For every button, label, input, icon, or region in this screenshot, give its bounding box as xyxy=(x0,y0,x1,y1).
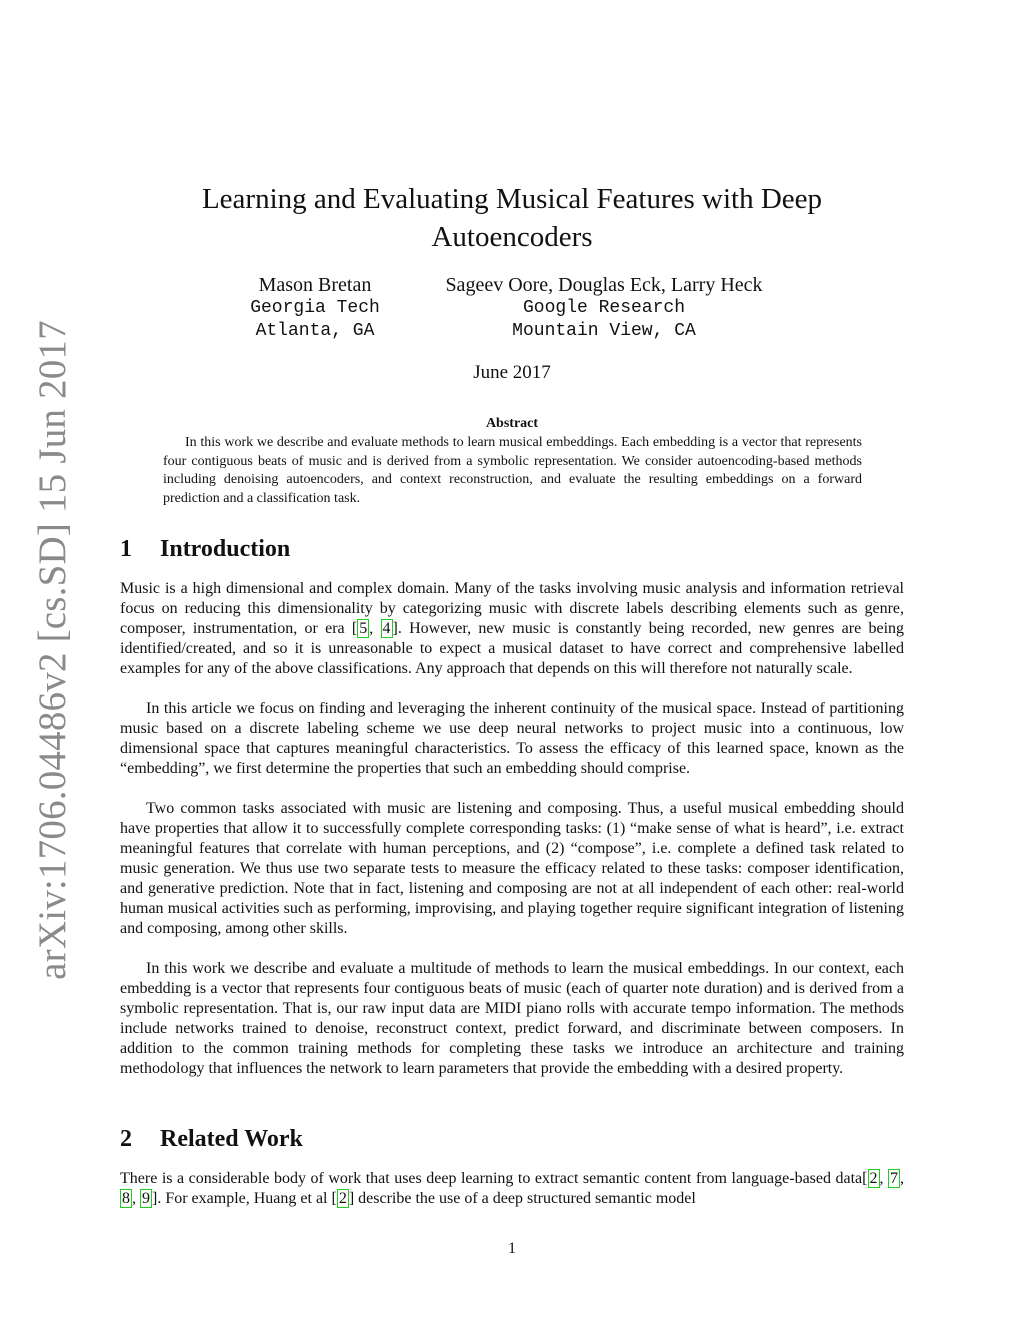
section-title: Related Work xyxy=(160,1126,303,1152)
arxiv-id-text: arXiv:1706.04486v2 [cs.SD] 15 Jun 2017 xyxy=(31,320,74,980)
publication-date: June 2017 xyxy=(473,362,551,383)
related-work-paragraph-1: There is a considerable body of work that uses deep learning to extract semantic content from language-based data[ 2 , 7 , 8 , 9 ]. For example, Huang et al [ 2 ] describe the use of a deep structured semantic model xyxy=(120,1170,905,1207)
author-location: Atlanta, GA xyxy=(255,321,375,341)
author-location: Mountain View, CA xyxy=(512,321,696,341)
citation-link[interactable]: 4 xyxy=(382,620,391,637)
intro-paragraph-4: In this work we describe and evaluate a multitude of methods to learn the musical embeddings. In our context, each embedding is a vector that represents four contiguous beats of music (each of quarter note duration) and is derived from a symbolic representation. That is, our raw input data are MIDI piano rolls with accurate tempo information. The methods include networks trained to denoise, reconstruct context, predict forward, and discriminate between composers. In addition to the common training methods for completing these tasks we introduce an architecture and training methodology that influences the network to learn parameters that provide the embedding with a desired property. xyxy=(120,960,904,1077)
author-affiliation: Google Research xyxy=(522,298,686,318)
citation-link[interactable]: 5 xyxy=(359,620,368,637)
citation-link[interactable]: 8 xyxy=(122,1190,130,1207)
page-number: 1 xyxy=(508,1240,516,1257)
abstract-text: In this work we describe and evaluate methods to learn musical embeddings. Each embedding is a vector that represents four contiguous beats of music and is derived from a symbolic representation. We consider autoencoding-based methods including denoising autoencoders, and context reconstruction, and evaluate the resulting embeddings on a forward prediction and a classification task. xyxy=(163,435,862,506)
abstract-heading: Abstract xyxy=(485,416,539,431)
paper-title: Learning and Evaluating Musical Features with Deep Autoencoders xyxy=(201,183,823,253)
author-name: Mason Bretan xyxy=(258,274,372,296)
intro-paragraph-1: Music is a high dimensional and complex domain. Many of the tasks involving music analysis and information retrieval focus on reducing this dimensionality by categorizing music with discrete labels describing elements such as genre, composer, instrumentation, or era [ 5 , 4 ]. However, new music is constantly being recorded, new genres are being identified/created, and so it is unreasonable to expect a musical dataset to have correct and comprehensive labelled examples for any of the above classifications. Any approach that depends on this will therefore not naturally scale. xyxy=(120,580,905,677)
section-heading-related-work xyxy=(120,1126,303,1153)
intro-paragraph-3: Two common tasks associated with music are listening and composing. Thus, a useful musical embedding should have properties that allow it to successfully complete corresponding tasks: (1) “make sense of what is heard”, i.e. extract meaningful features that correlate with human perceptions, and (2) “compose”, i.e. complete a defined task related to music generation. We thus use two separate tests to measure the efficacy related to these tasks: composer identification, and generative prediction. Note that in fact, listening and composing are not at all independent of each other: real-world human musical activities such as performing, improvising, and playing together require significant integration of listening and composing, among other skills. xyxy=(120,800,904,937)
citation-link[interactable]: 2 xyxy=(338,1190,347,1207)
citation-link[interactable]: 9 xyxy=(142,1190,150,1207)
section-number: 2 xyxy=(120,1126,132,1152)
intro-paragraph-2: In this article we focus on finding and leveraging the inherent continuity of the musical space. Instead of partitioning music based on a discrete labeling scheme we use deep neural networks to project music into a continuous, low dimensional space that captures meaningful characteristics. To assess the efficacy of this learned space, known as the “embedding”, we first determine the properties that such an embedding should comprise. xyxy=(120,700,904,777)
author-affiliation: Georgia Tech xyxy=(250,298,380,318)
author-block-left xyxy=(230,274,400,343)
citation-link[interactable]: 7 xyxy=(890,1170,899,1187)
section-heading-introduction xyxy=(120,536,290,563)
author-name: Sageev Oore, Douglas Eck, Larry Heck xyxy=(445,274,763,296)
author-block-right xyxy=(410,274,798,343)
section-number: 1 xyxy=(120,536,132,562)
section-title: Introduction xyxy=(160,536,291,562)
citation-link[interactable]: 2 xyxy=(869,1170,878,1187)
